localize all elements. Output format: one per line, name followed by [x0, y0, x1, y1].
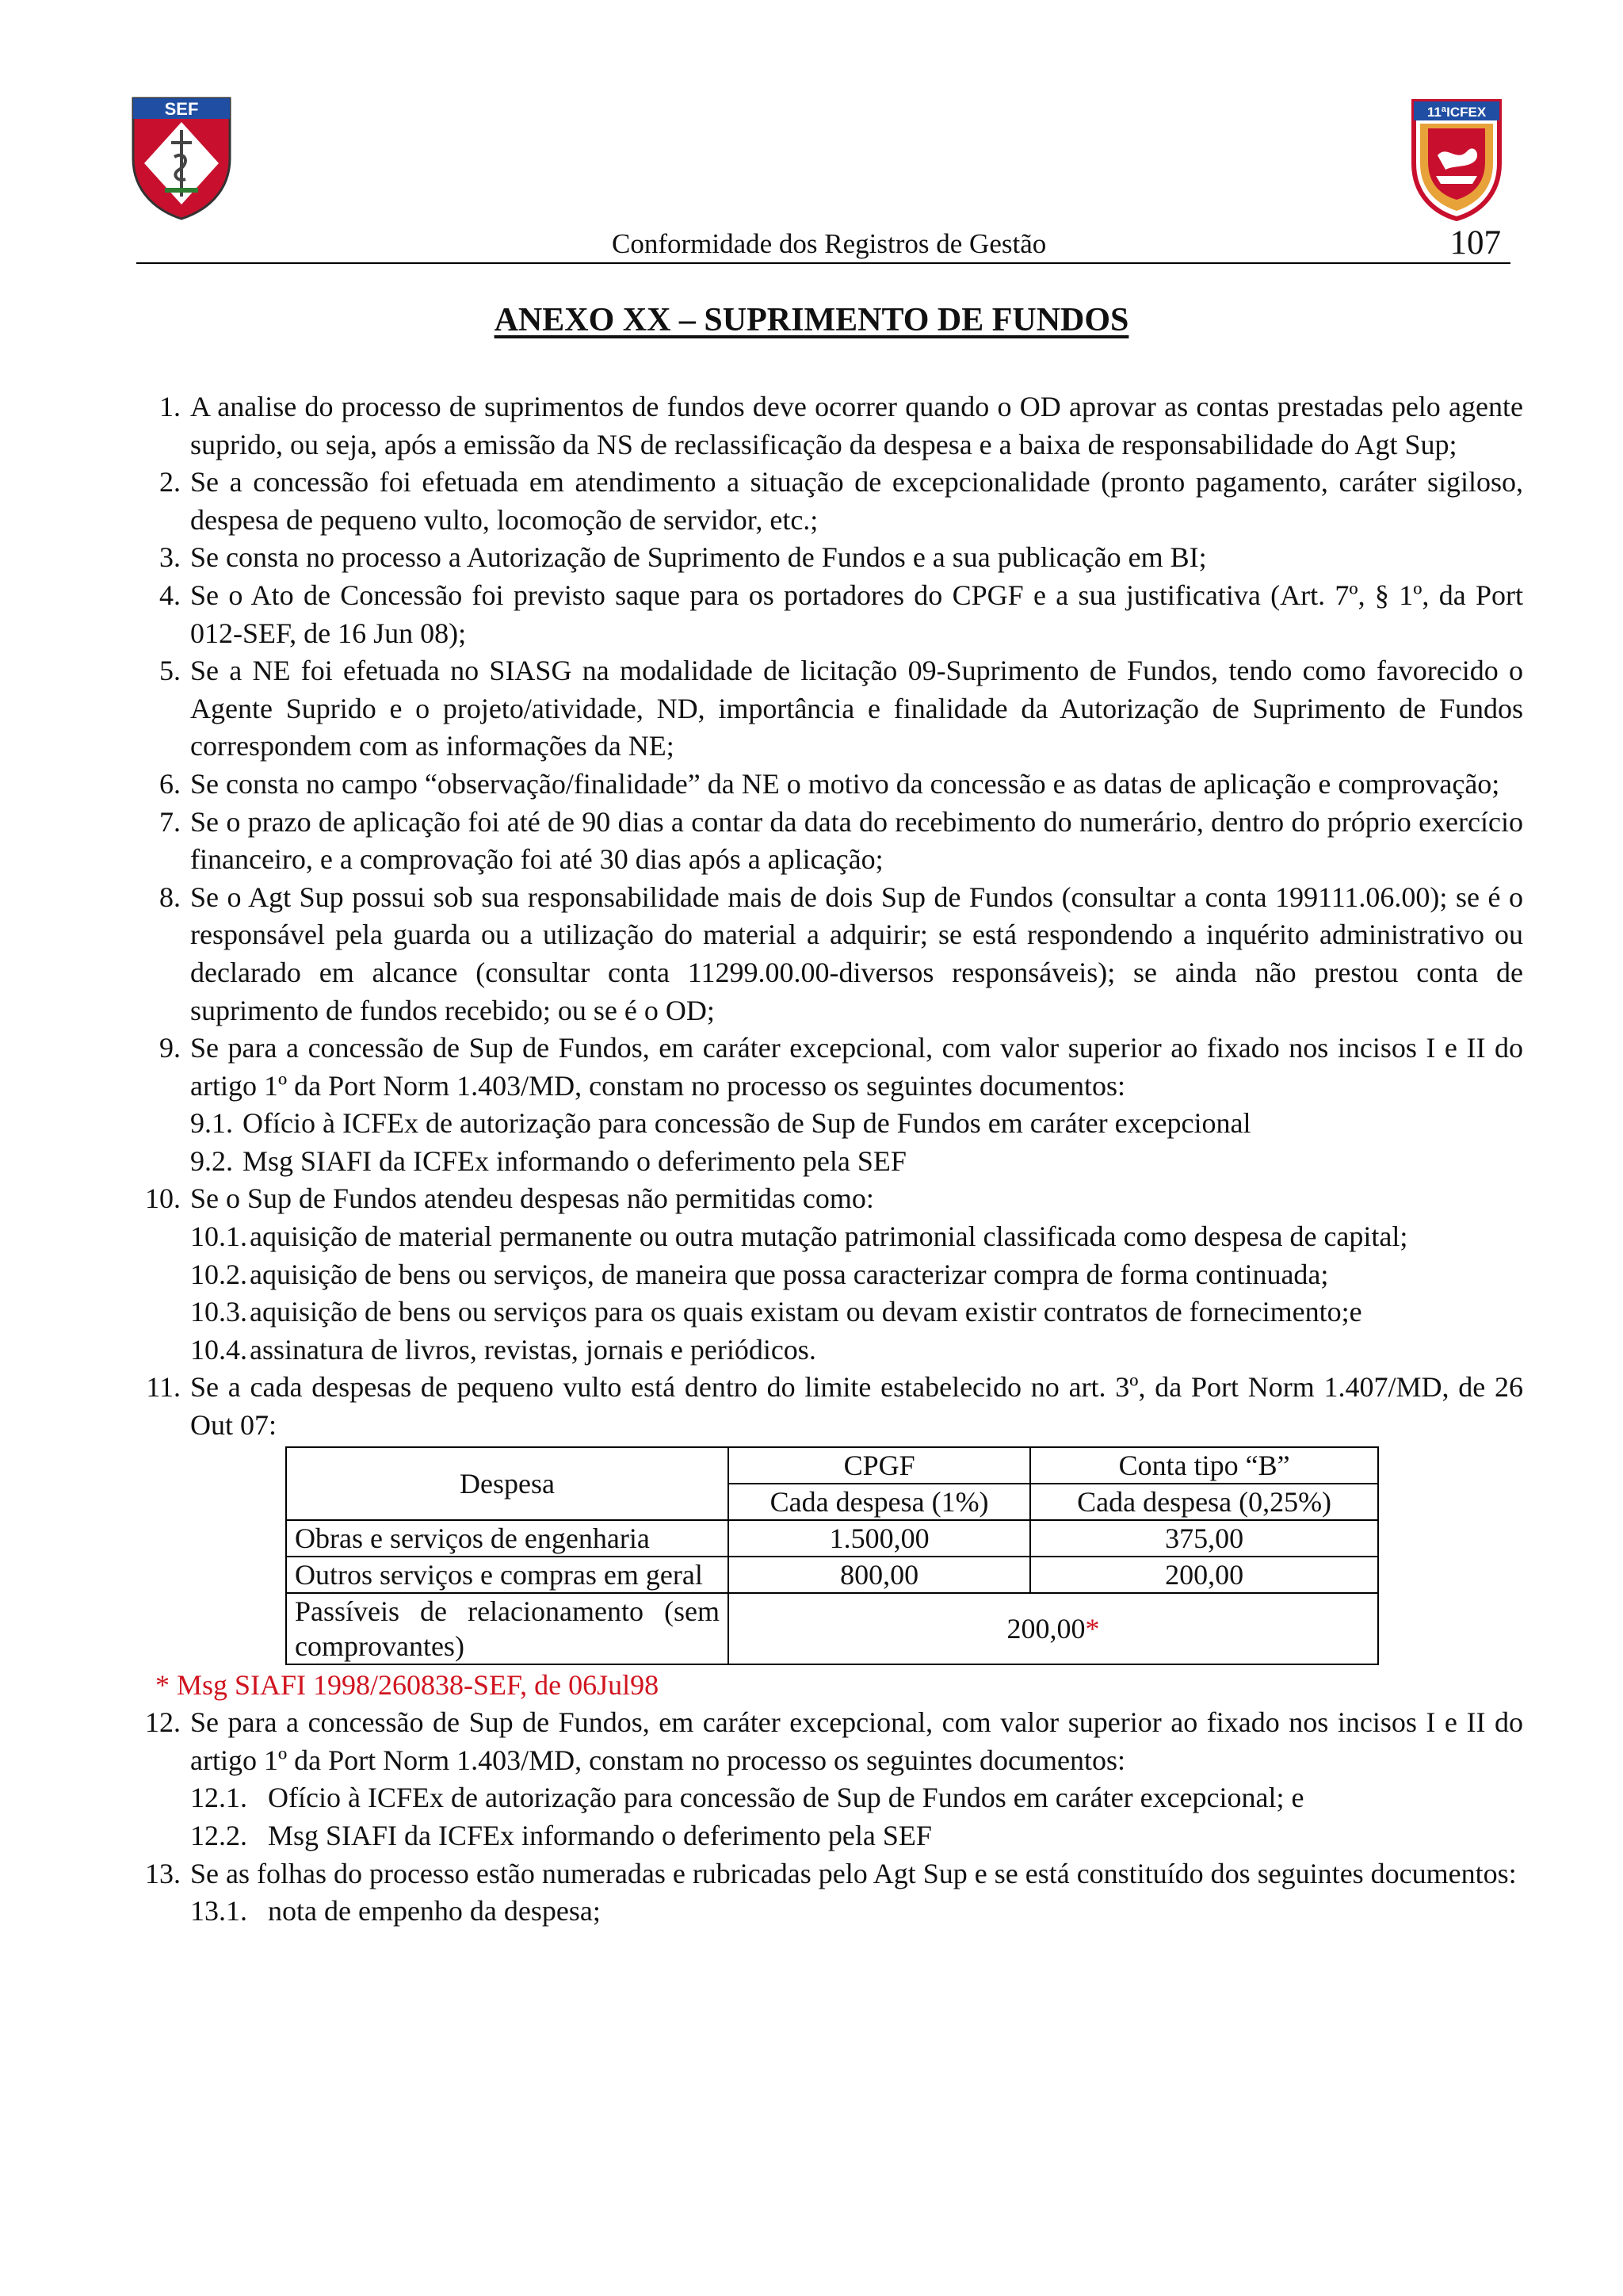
- sub-item-number: 10.2.: [190, 1258, 247, 1290]
- sub-item-number: 13.1.: [190, 1895, 247, 1927]
- list-item: [127, 577, 1523, 652]
- sef-logo: [130, 95, 233, 222]
- sub-item: [190, 1293, 1523, 1331]
- sub-item-number: 10.3.: [190, 1296, 247, 1328]
- item-text: Se consta no processo a Autorização de Suprimento de Fundos e a sua publicação em BI;: [190, 541, 1207, 574]
- footnote-mark: *: [1085, 1612, 1100, 1645]
- header-cpgf: CPGF: [728, 1447, 1030, 1484]
- document-body: [127, 388, 1523, 1931]
- row-label: Passíveis de relacionamento (sem comprovantes): [286, 1593, 728, 1664]
- sub-item-text: Msg SIAFI da ICFEx informando o deferimento pela SEF: [268, 1820, 932, 1851]
- sub-item-text: aquisição de bens ou serviços, de maneira que possa caracterizar compra de forma continuada;: [250, 1258, 1329, 1290]
- sub-item-text: nota de empenho da despesa;: [268, 1895, 601, 1927]
- row-cpgf: 800,00: [728, 1557, 1030, 1593]
- sub-item-text: Ofício à ICFEx de autorização para concessão de Sup de Fundos em caráter excepcional: [242, 1107, 1251, 1140]
- sub-item-number: 9.1.: [190, 1107, 233, 1140]
- sub-item: [181, 1105, 1523, 1143]
- item-text: Se a cada despesas de pequeno vulto está dentro do limite estabelecido no art. 3º, da Port Norm 1.407/MD, de 26 Out 07:: [190, 1371, 1523, 1442]
- header-conta-tipo-b: Conta tipo “B”: [1030, 1447, 1378, 1484]
- item-number: 11.: [146, 1371, 181, 1404]
- list-item: [127, 1855, 1523, 1893]
- item-text: A analise do processo de suprimentos de fundos deve ocorrer quando o OD aprovar as contas prestadas pelo agente suprido, ou seja, após a emissão da NS de reclassificação da despesa e a baixa de responsabilidade do Agt Sup;: [190, 391, 1523, 460]
- item-number: 7.: [159, 805, 181, 838]
- sub-item-number: 10.1.: [190, 1221, 247, 1253]
- sub-item-number: 9.2.: [190, 1144, 233, 1177]
- table-row: [286, 1520, 1378, 1557]
- row-cpgf: 1.500,00: [728, 1520, 1030, 1557]
- subheader-conta: Cada despesa (0,25%): [1030, 1484, 1378, 1520]
- sub-item-number: 12.2.: [190, 1820, 247, 1851]
- sub-item-text: aquisição de material permanente ou outra mutação patrimonial classificada como despesa de capital;: [250, 1221, 1408, 1253]
- icfex-logo-text: 11ªICFEX: [1426, 105, 1487, 120]
- item-number: 5.: [159, 655, 181, 687]
- item-number: 13.: [145, 1857, 181, 1889]
- list-item: [127, 539, 1523, 577]
- merged-amount: 200,00: [1006, 1612, 1086, 1645]
- sub-item: [181, 1817, 1523, 1855]
- sub-item: [190, 1256, 1523, 1294]
- item-number: 1.: [159, 391, 181, 422]
- icfex-logo: [1409, 97, 1504, 223]
- item-text: Se o Sup de Fundos atendeu despesas não permitidas como:: [190, 1182, 874, 1215]
- table-row: [286, 1593, 1378, 1664]
- row-label: Outros serviços e compras em geral: [286, 1557, 728, 1593]
- row-conta: 375,00: [1030, 1520, 1378, 1557]
- item-number: 2.: [159, 466, 181, 499]
- list-item: [127, 804, 1523, 879]
- item-text: Se as folhas do processo estão numeradas e rubricadas pelo Agt Sup e se está constituído dos seguintes documentos:: [190, 1857, 1517, 1889]
- row-merged-value: [728, 1593, 1378, 1664]
- document-title: ANEXO XX – SUPRIMENTO DE FUNDOS: [494, 302, 1129, 338]
- sub-item-text: Ofício à ICFEx de autorização para concessão de Sup de Fundos em caráter excepcional; e: [268, 1782, 1304, 1814]
- list-item: [127, 879, 1523, 1030]
- item-number: 9.: [159, 1032, 181, 1064]
- list-item: [127, 1030, 1523, 1105]
- list-item: [127, 1180, 1523, 1218]
- item-text: Se o Agt Sup possui sob sua responsabilidade mais de dois Sup de Fundos (consultar a conta 199111.06.00); se é o responsável pela guarda ou a utilização do material a adquirir; se está respondendo a inquérito administrativo ou declarado em alcance (consultar conta 11299.00.00-diversos responsáveis); se ainda não prestou conta de suprimento de fundos recebido; ou se é o OD;: [190, 881, 1523, 1026]
- sub-item: [181, 1893, 1523, 1931]
- list-item: [127, 1704, 1523, 1779]
- header-title: Conformidade dos Registros de Gestão: [612, 228, 1047, 259]
- list-item: [127, 464, 1523, 539]
- item-text: Se consta no campo “observação/finalidade” da NE o motivo da concessão e as datas de aplicação e comprovação;: [190, 767, 1500, 800]
- item-text: Se o Ato de Concessão foi previsto saque para os portadores do CPGF e a sua justificativa (Art. 7º, § 1º, da Port 012-SEF, de 16 Jun 08);: [190, 579, 1523, 649]
- list-item: [127, 766, 1523, 804]
- table-row: [286, 1557, 1378, 1593]
- limits-table: [285, 1446, 1379, 1665]
- sub-item-text: aquisição de bens ou serviços para os quais existam ou devam existir contratos de fornecimento;e: [250, 1296, 1362, 1328]
- sub-item-text: assinatura de livros, revistas, jornais e periódicos.: [250, 1333, 816, 1366]
- list-item: [127, 652, 1523, 766]
- item-number: 3.: [159, 541, 181, 574]
- item-number: 10.: [145, 1182, 181, 1215]
- item-number: 6.: [159, 767, 181, 800]
- item-text: Se para a concessão de Sup de Fundos, em caráter excepcional, com valor superior ao fixado nos incisos I e II do artigo 1º da Port Norm 1.403/MD, constam no processo os seguintes documentos:: [190, 1706, 1523, 1776]
- list-item: [127, 1369, 1523, 1444]
- header-despesa: Despesa: [286, 1447, 728, 1520]
- item-text: Se a concessão foi efetuada em atendimento a situação de excepcionalidade (pronto pagamento, caráter sigiloso, despesa de pequeno vulto, locomoção de servidor, etc.;: [190, 466, 1523, 536]
- sub-item-number: 12.1.: [190, 1782, 247, 1814]
- item-text: Se para a concessão de Sup de Fundos, em caráter excepcional, com valor superior ao fixado nos incisos I e II do artigo 1º da Port Norm 1.403/MD, constam no processo os seguintes documentos:: [190, 1032, 1523, 1102]
- table-footnote: * Msg SIAFI 1998/260838-SEF, de 06Jul98: [155, 1668, 659, 1701]
- list-item: [127, 388, 1523, 464]
- sef-logo-text: SEF: [164, 99, 199, 119]
- item-text: Se o prazo de aplicação foi até de 90 dias a contar da data do recebimento do numerário, dentro do próprio exercício financeiro, e a comprovação foi até 30 dias após a aplicação;: [190, 805, 1523, 876]
- sub-item: [181, 1143, 1523, 1181]
- sub-item: [181, 1779, 1523, 1817]
- table-header-row: [286, 1447, 1378, 1484]
- sub-item-text: Msg SIAFI da ICFEx informando o deferimento pela SEF: [242, 1144, 907, 1177]
- item-number: 12.: [145, 1706, 181, 1739]
- sub-item: [190, 1218, 1523, 1256]
- page-number: 107: [1449, 224, 1501, 262]
- page-header: [136, 226, 1510, 264]
- item-number: 4.: [159, 579, 181, 611]
- subheader-cpgf: Cada despesa (1%): [728, 1484, 1030, 1520]
- sub-item-number: 10.4.: [190, 1333, 247, 1366]
- item-text: Se a NE foi efetuada no SIASG na modalidade de licitação 09-Suprimento de Fundos, tendo como favorecido o Agente Suprido e o projeto/atividade, ND, importância e finalidade da Autorização de Suprimento de Fundos correspondem com as informações da NE;: [190, 655, 1523, 762]
- row-label: Obras e serviços de engenharia: [286, 1520, 728, 1557]
- row-conta: 200,00: [1030, 1557, 1378, 1593]
- sub-item: [190, 1331, 1523, 1370]
- item-number: 8.: [159, 881, 181, 913]
